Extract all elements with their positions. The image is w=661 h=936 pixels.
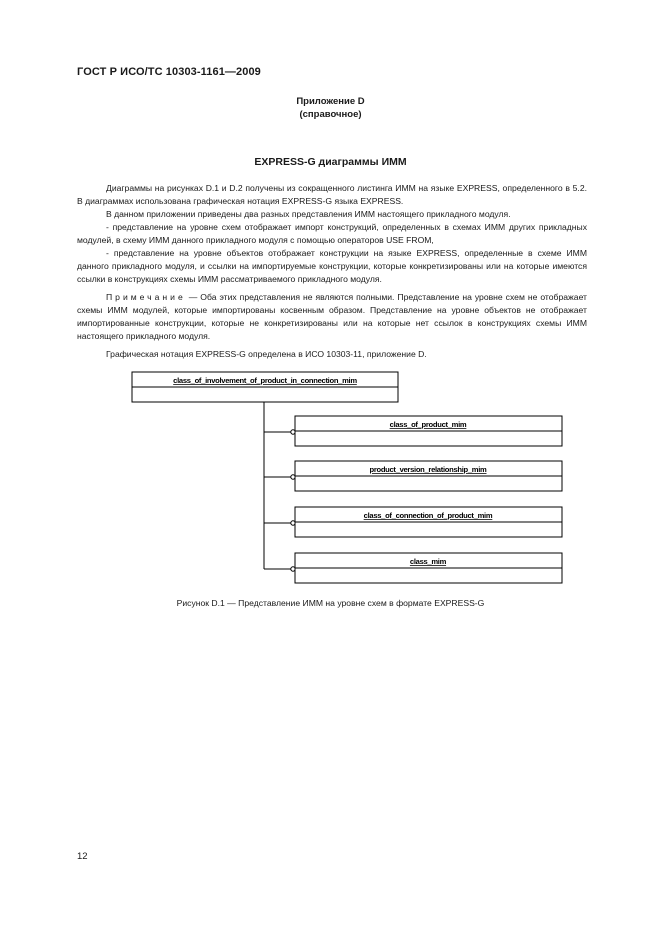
section-title: EXPRESS-G диаграммы ИММ bbox=[254, 156, 407, 168]
imported-schema-box bbox=[264, 416, 562, 446]
note-text: — Оба этих представления не являются полными. Представление на уровне схем не отображает схемы ИММ модулей, которые импортированы косвенным образом. Представление на уровне объектов не отображает импортированные конструкции, которые не конкретизированы или на которые нет ссылок в конструкциях схемы ИММ настоящего прикладного модуля. bbox=[77, 292, 587, 341]
imported-schema-label: class_of_product_mim bbox=[389, 420, 467, 429]
body-text bbox=[77, 182, 587, 361]
paragraph-2: В данном приложении приведены два разных представления ИММ настоящего прикладного модуля. bbox=[106, 209, 511, 219]
notation-paragraph: Графическая нотация EXPRESS-G определена в ИСО 10303-11, приложение D. bbox=[106, 349, 427, 359]
main-schema-label: class_of_involvement_of_product_in_connection_mim bbox=[173, 376, 357, 385]
imported-schema-label: class_of_connection_of_product_mim bbox=[363, 511, 493, 520]
annex-title: Приложение D bbox=[296, 96, 365, 107]
standard-code: ГОСТ Р ИСО/ТС 10303-1161—2009 bbox=[77, 66, 261, 78]
paragraph-4: - представление на уровне объектов отображает конструкции на языке EXPRESS, определенные в схеме ИММ данного прикладного модуля, и ссылки на импортируемые конструкции, которые конкретизированы или на которые имеются ссылки в конструкциях схемы ИММ рассматриваемого прикладного модуля. bbox=[77, 248, 587, 284]
note-label: Примечание bbox=[106, 292, 186, 302]
imported-schema-box bbox=[264, 553, 562, 583]
imported-schema-label: product_version_relationship_mim bbox=[369, 465, 487, 474]
express-g-diagram bbox=[0, 360, 661, 590]
annex-subtitle: (справочное) bbox=[299, 109, 362, 120]
note-paragraph bbox=[77, 291, 587, 343]
page-number: 12 bbox=[77, 851, 88, 862]
figure-caption: Рисунок D.1 — Представление ИММ на уровне схем в формате EXPRESS-G bbox=[176, 598, 485, 608]
imported-schema-box bbox=[264, 507, 562, 537]
imported-schema-box bbox=[264, 461, 562, 491]
paragraph-3: - представление на уровне схем отображает импорт конструкций, определенных в схемах ИММ других прикладных модулей, в схему ИММ данного прикладного модуля с помощью операторов USE FROM, bbox=[77, 222, 587, 245]
paragraph-1: Диаграммы на рисунках D.1 и D.2 получены из сокращенного листинга ИММ на языке EXPRESS, определенного в 5.2. В диаграммах использована графическая нотация EXPRESS-G языка EXPRESS. bbox=[77, 183, 587, 206]
imported-schema-label: class_mim bbox=[409, 557, 447, 566]
main-schema-box bbox=[132, 372, 398, 402]
